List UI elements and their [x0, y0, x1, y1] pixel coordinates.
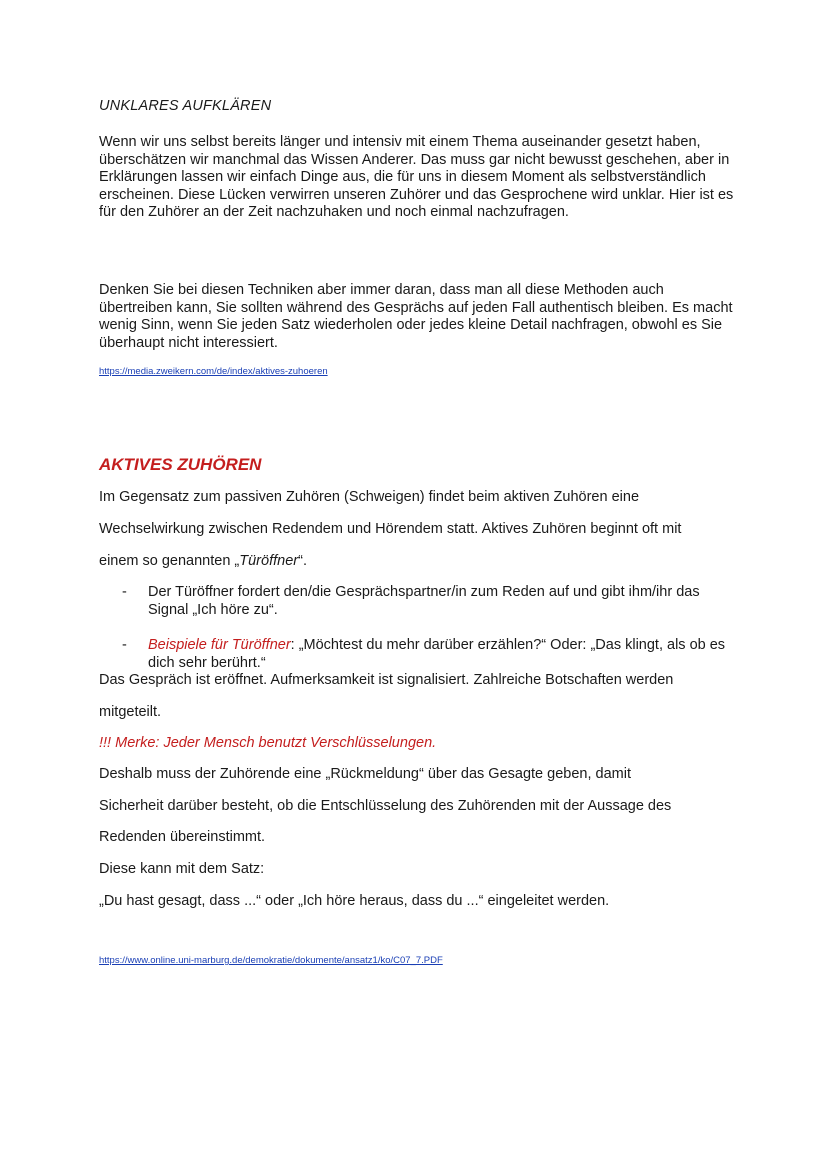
- text-line: mitgeteilt.: [99, 704, 162, 720]
- section-title-unklares-aufklaeren: UNKLARES AUFKLÄREN: [99, 98, 272, 114]
- merke-note: !!! Merke: Jeder Mensch benutzt Verschlüsselungen.: [99, 735, 437, 751]
- section-heading-aktives-zuhoeren: AKTIVES ZUHÖREN: [99, 455, 262, 474]
- term-tueroeffner: Türöffner: [239, 553, 299, 569]
- example-sentence: „Du hast gesagt, dass ...“ oder „Ich höre heraus, dass du ...“ eingeleitet werden.: [99, 893, 610, 909]
- text-fragment: einem so genannten „: [99, 553, 240, 569]
- examples-label: Beispiele für Türöffner: [148, 637, 291, 653]
- text-line: Deshalb muss der Zuhörende eine „Rückmeldung“ über das Gesagte geben, damit: [99, 766, 631, 782]
- text-line: Wechselwirkung zwischen Redendem und Hörendem statt. Aktives Zuhören beginnt oft mit: [99, 521, 682, 537]
- list-item-tueroeffner-beispiele: [148, 637, 738, 672]
- text-line: Sicherheit darüber besteht, ob die Entschlüsselung des Zuhörenden mit der Aussage des: [99, 798, 672, 814]
- text-line: Redenden übereinstimmt.: [99, 829, 266, 845]
- paragraph-authentisch-bleiben: Denken Sie bei diesen Techniken aber immer daran, dass man all diese Methoden auch übertreiben kann, Sie sollten während des Gesprächs auf jeden Fall authentisch bleiben. Es macht wenig Sinn, wenn Sie jeden Satz wiederholen oder jedes kleine Detail nachfragen, obwohl es Sie überhaupt nicht interessiert.: [99, 282, 733, 351]
- bullet-marker: -: [122, 637, 127, 653]
- text-fragment: “.: [298, 553, 307, 569]
- text-line: Das Gespräch ist eröffnet. Aufmerksamkeit ist signalisiert. Zahlreiche Botschaften werden: [99, 672, 674, 688]
- text-line-tueroeffner: [99, 553, 307, 569]
- source-link-zweikern[interactable]: https://media.zweikern.com/de/index/aktives-zuhoeren: [99, 366, 328, 377]
- examples-text: : „Möchtest du mehr darüber erzählen?“ Oder: „Das klingt, als ob es dich sehr berührt.“: [148, 637, 726, 671]
- source-link-uni-marburg[interactable]: https://www.online.uni-marburg.de/demokratie/dokumente/ansatz1/ko/C07_7.PDF: [99, 955, 443, 966]
- text-line: Diese kann mit dem Satz:: [99, 861, 265, 877]
- list-item-tueroeffner-signal: Der Türöffner fordert den/die Gesprächspartner/in zum Reden auf und gibt ihm/ihr das Signal „Ich höre zu“.: [148, 584, 700, 618]
- paragraph-unklares-aufklaeren: Wenn wir uns selbst bereits länger und intensiv mit einem Thema auseinander gesetzt haben, überschätzen wir manchmal das Wissen Anderer. Das muss gar nicht bewusst geschehen, aber in Erklärungen lassen wir einfach Dinge aus, die für uns in diesem Moment als selbstverständlich erscheinen. Diese Lücken verwirren unseren Zuhörer und das Gesprochene wird unklar. Hier ist es für den Zuhörer an der Zeit nachzuhaken und noch einmal nachzufragen.: [99, 134, 734, 221]
- bullet-marker: -: [122, 584, 127, 600]
- text-line: Im Gegensatz zum passiven Zuhören (Schweigen) findet beim aktiven Zuhören eine: [99, 489, 640, 505]
